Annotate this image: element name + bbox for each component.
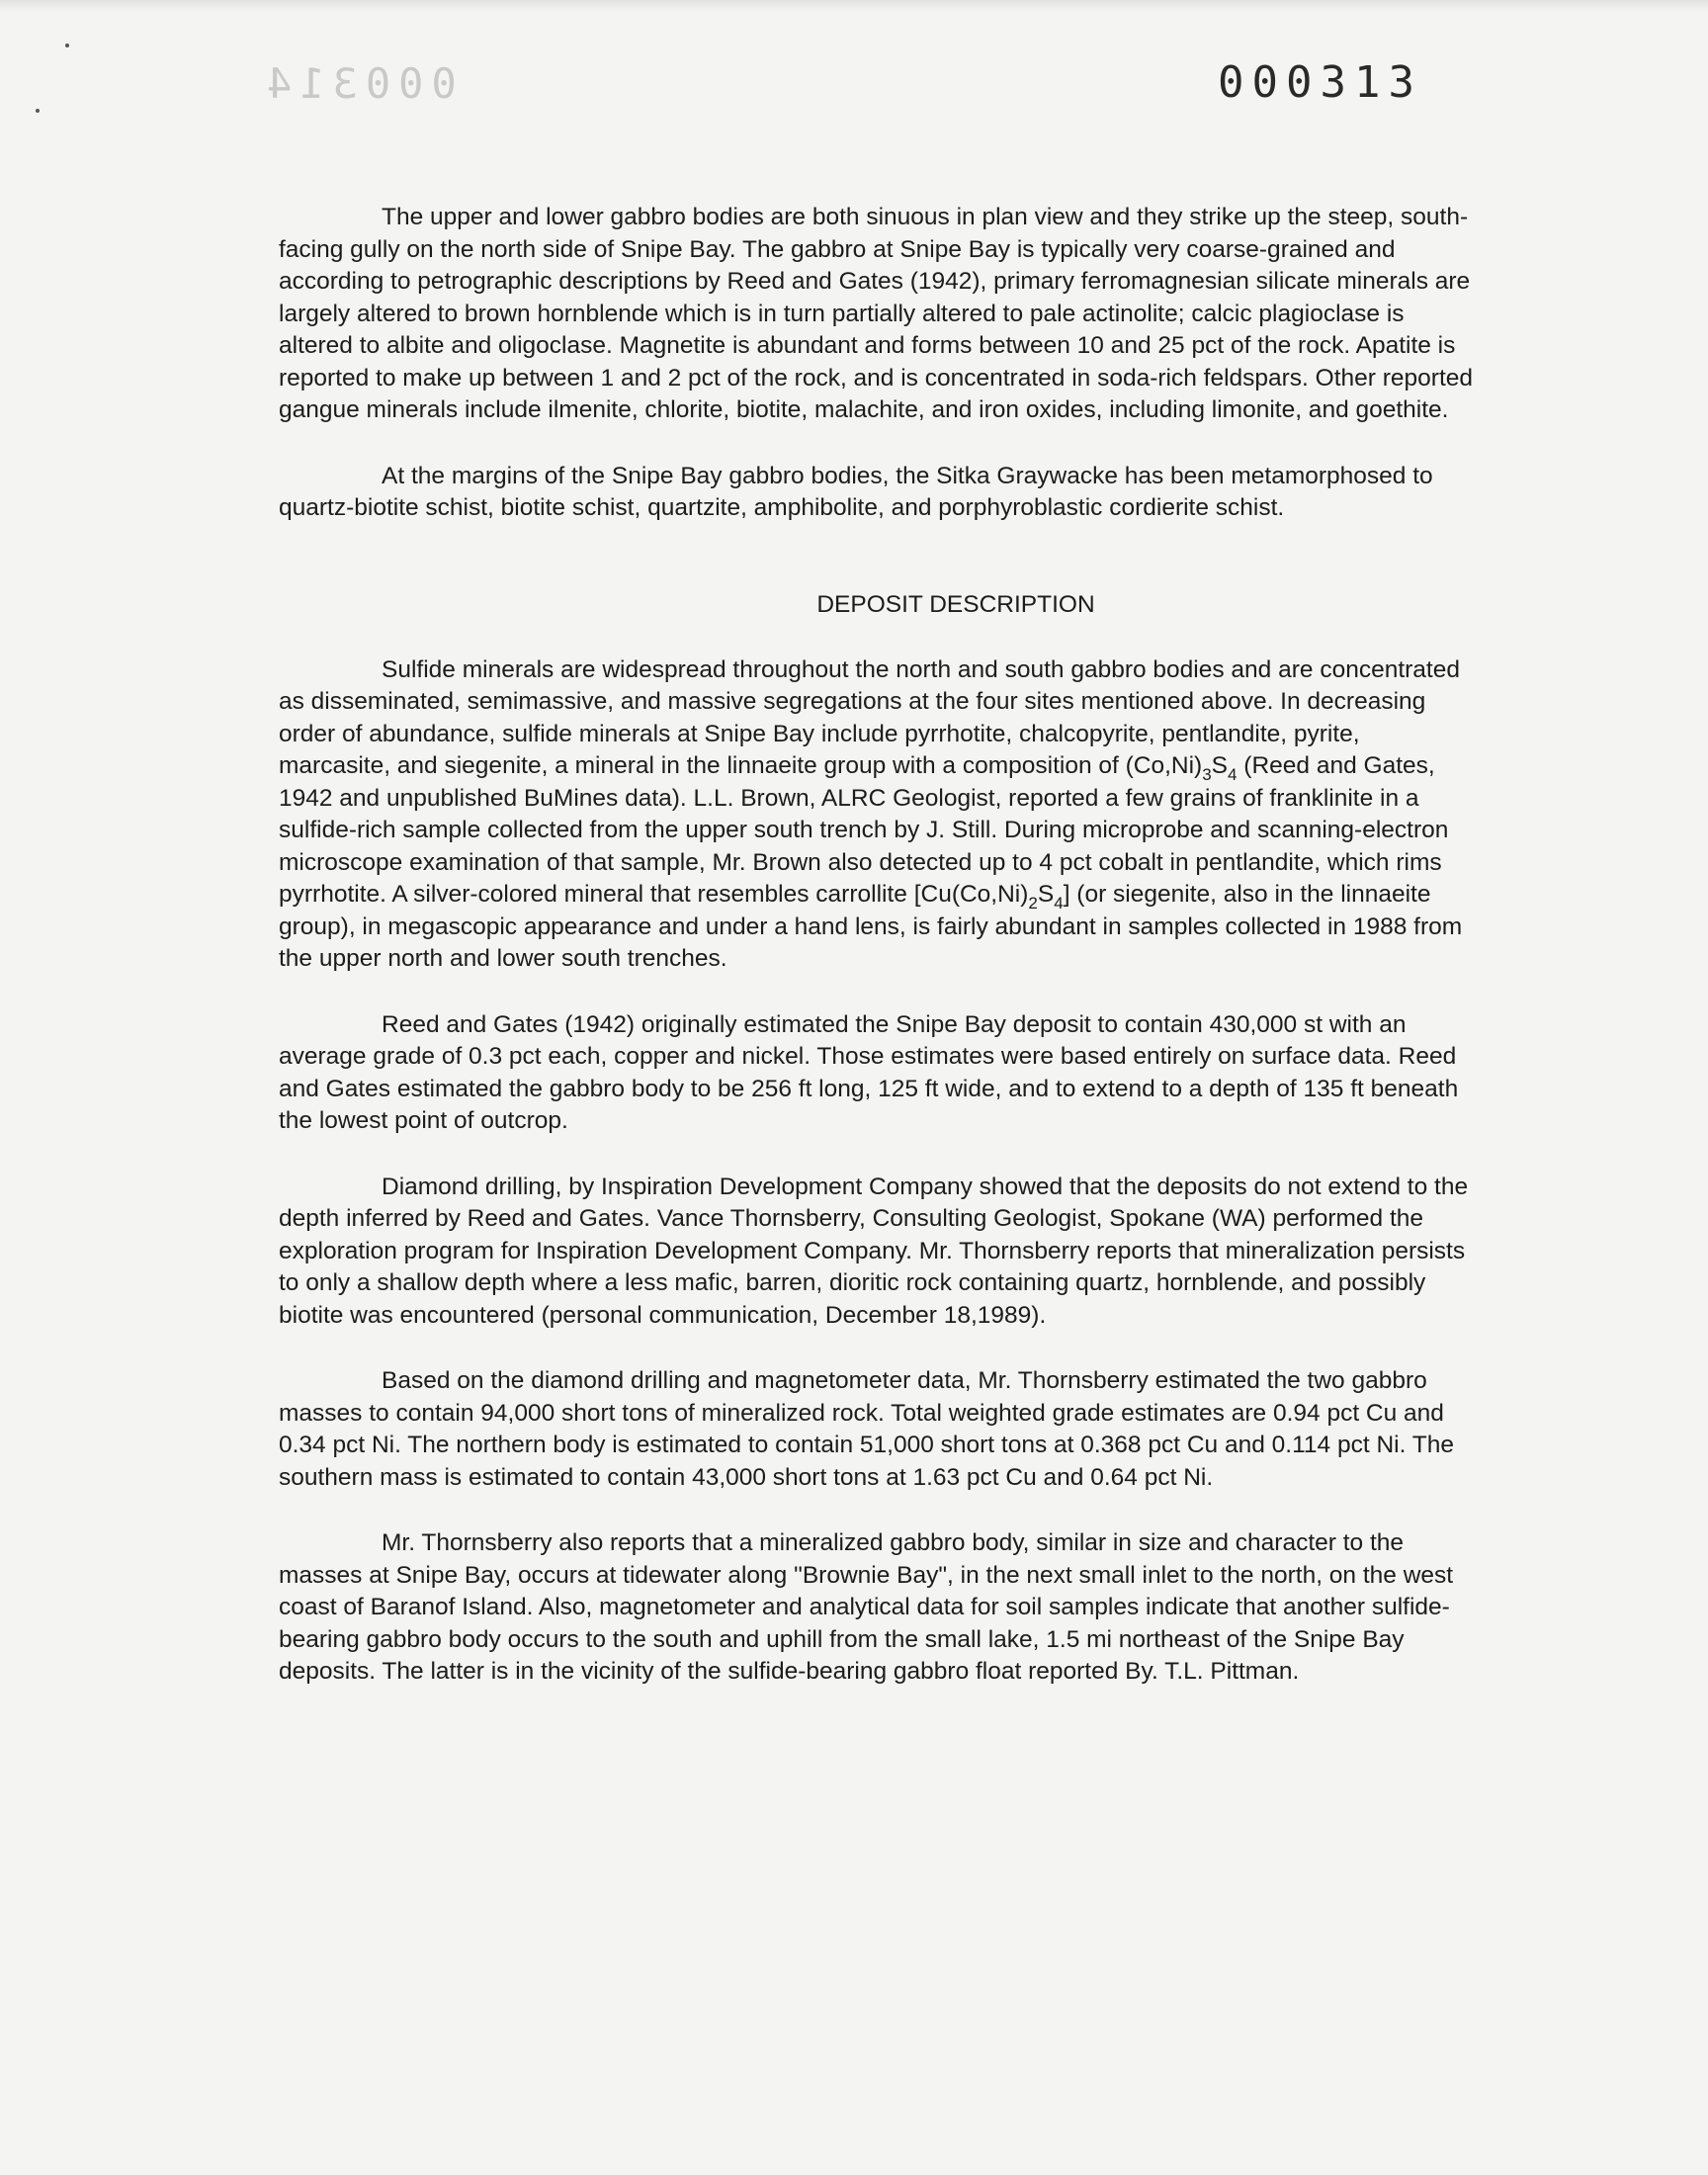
text-run: S [1037,881,1055,908]
scan-speck [65,44,69,47]
text-run: Sulfide minerals are widespread throughout the north and south gabbro bodies and are concentrated as disseminated, semimassive, and massive segregations at the four sites mentioned above. In decreasing order of abundance, sulfide minerals at Snipe Bay include pyrrhotite, chalcopyrite, pentlandite, pyrite, marcasite, and siegenite, a mineral in the linnaeite group with a composition of (Co,Ni) [279,655,1460,779]
paragraph-metamorphism: At the margins of the Snipe Bay gabbro bodies, the Sitka Graywacke has been metamorphosed to quartz-biotite schist, biotite schist, quartzite, amphibolite, and porphyroblastic cordierite schist. [279,462,1433,521]
paragraph-sulfide-minerals [279,654,1475,976]
page-number: 000313 [1218,57,1422,108]
paragraph-tonnage-estimate: Based on the diamond drilling and magnetometer data, Mr. Thornsberry estimated the two gabbro masses to contain 94,000 short tons of mineralized rock. Total weighted grade estimates are 0.94 pct Cu and 0.34 pct Ni. The northern body is estimated to contain 51,000 short tons at 0.368 pct Cu and 0.114 pct Ni. The southern mass is estimated to contain 43,000 short tons at 1.63 pct Cu and 0.64 pct Ni. [279,1367,1454,1491]
text-run: (Reed and Gates, 1942 and unpublished BuMines data). L.L. Brown, ALRC Geologist, reported a few grains of franklinite in a sulfide-rich sample collected from the upper south trench by J. Still. During microprobe and scanning-electron microscope examination of that sample, Mr. Brown also detected up to 4 pct cobalt in pentlandite, which rims pyrrhotite. A silver-colored mineral that resembles carrollite [Cu(Co,Ni) [279,752,1449,908]
text-run: ] (or siegenite, also in the linnaeite group), in megascopic appearance and under a hand lens, is fairly abundant in samples collected in 1988 from the upper north and lower south trenches. [279,881,1463,972]
subscript: 3 [1202,764,1212,784]
subscript: 4 [1228,764,1238,784]
text-run: S [1211,752,1229,779]
subscript: 2 [1028,893,1038,913]
document-body [279,202,1475,1689]
scan-speck [36,109,40,113]
subscript: 4 [1054,893,1064,913]
scan-edge-shadow [0,0,1708,12]
paragraph-gabbro-description: The upper and lower gabbro bodies are both sinuous in plan view and they strike up the steep, south-facing gully on the north side of Snipe Bay. The gabbro at Snipe Bay is typically very coarse-grained and according to petrographic descriptions by Reed and Gates (1942), primary ferromagnesian silicate minerals are largely altered to brown hornblende which is in turn partially altered to pale actinolite; calcic plagioclase is altered to albite and oligoclase. Magnetite is abundant and forms between 10 and 25 pct of the rock. Apatite is reported to make up between 1 and 2 pct of the rock, and is concentrated in soda-rich feldspars. Other reported gangue minerals include ilmenite, chlorite, biotite, malachite, and iron oxides, including limonite, and goethite. [279,204,1474,423]
paragraph-reed-gates-estimate: Reed and Gates (1942) originally estimated the Snipe Bay deposit to contain 430,000 st with an average grade of 0.3 pct each, copper and nickel. Those estimates were based entirely on surface data. Reed and Gates estimated the gabbro body to be 256 ft long, 125 ft wide, and to extend to a depth of 135 ft beneath the lowest point of outcrop. [279,1010,1459,1134]
paragraph-diamond-drilling: Diamond drilling, by Inspiration Development Company showed that the deposits do not extend to the depth inferred by Reed and Gates. Vance Thornsberry, Consulting Geologist, Spokane (WA) performed the exploration program for Inspiration Development Company. Mr. Thornsberry reports that mineralization persists to only a shallow depth where a less mafic, barren, dioritic rock containing quartz, hornblende, and possibly biotite was encountered (personal communication, December 18,1989). [279,1173,1469,1329]
section-heading: DEPOSIT DESCRIPTION [816,590,1095,618]
bleed-through-page-number: 000314 [259,59,457,108]
paragraph-brownie-bay: Mr. Thornsberry also reports that a mineralized gabbro body, similar in size and character to the masses at Snipe Bay, occurs at tidewater along "Brownie Bay", in the next small inlet to the north, on the west coast of Baranof Island. Also, magnetometer and analytical data for soil samples indicate that another sulfide-bearing gabbro body occurs to the south and uphill from the small lake, 1.5 mi northeast of the Snipe Bay deposits. The latter is in the vicinity of the sulfide-bearing gabbro float reported By. T.L. Pittman. [279,1529,1454,1685]
